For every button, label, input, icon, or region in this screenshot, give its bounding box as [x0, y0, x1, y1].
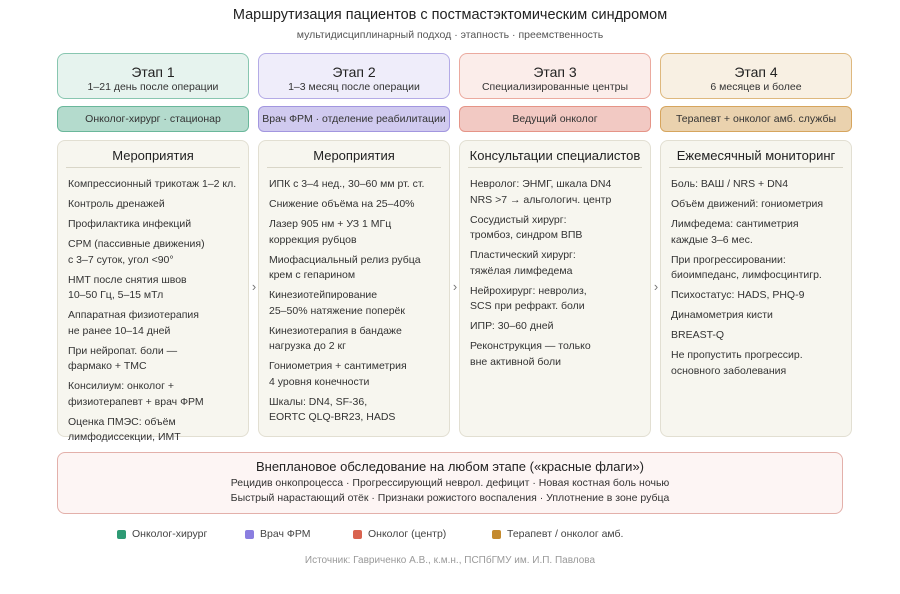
card-item — [68, 308, 240, 339]
stage-period: 6 месяцев и более — [710, 81, 802, 93]
card-item-line: Нейрохирург: невролиз, — [470, 284, 587, 297]
stage-header-1 — [57, 53, 249, 99]
card-item — [671, 253, 843, 284]
card-item — [671, 348, 843, 379]
flow-arrow-icon: › — [653, 279, 659, 294]
card-item-line: Сосудистый хирург: — [470, 213, 567, 226]
stage-period: 1–3 месяц после операции — [288, 81, 420, 93]
card-item — [269, 253, 441, 284]
legend-item — [117, 528, 207, 540]
card-item-list — [259, 168, 449, 426]
legend-label: Врач ФРМ — [260, 528, 311, 540]
card-item — [68, 177, 240, 193]
card-item-line: Психостатус: HADS, PHQ-9 — [671, 289, 805, 301]
legend-swatch — [245, 530, 254, 539]
card-item — [470, 339, 642, 370]
stage-name: Этап 3 — [533, 64, 577, 80]
card-item-line: лимфодиссекции, ИМТ — [68, 431, 181, 443]
stage-period: 1–21 день после операции — [87, 81, 219, 93]
flow-arrow-icon: › — [251, 279, 257, 294]
card-item-line: Миофасциальный релиз рубца — [269, 253, 421, 266]
card-item-line: При нейропат. боли — — [68, 344, 178, 357]
card-item-line: Кинезиотерапия в бандаже — [269, 324, 402, 337]
card-item-line: При прогрессировании: — [671, 253, 786, 266]
card-item-line: Динамометрия кисти — [671, 309, 773, 321]
legend-swatch — [117, 530, 126, 539]
card-item-line: CPM (пассивные движения) — [68, 238, 205, 250]
card-item — [269, 359, 441, 390]
card-item-list — [661, 168, 851, 379]
card-item-line: нагрузка до 2 кг — [269, 340, 346, 352]
card-item — [671, 308, 843, 324]
card-item-line: Консилиум: онколог + — [68, 380, 174, 392]
card-item-line: Снижение объёма на 25–40% — [269, 198, 415, 210]
card-item-line: Боль: ВАШ / NRS + DN4 — [671, 178, 789, 190]
card-item-line: ИПК с 3–4 нед., 30–60 мм рт. ст. — [269, 178, 425, 190]
card-item — [470, 213, 642, 244]
card-title: Ежемесячный мониторинг — [669, 141, 843, 168]
red-flags-box — [57, 452, 843, 514]
legend-item — [492, 528, 623, 540]
stage-period: Специализированные центры — [481, 81, 629, 93]
card-item — [470, 284, 642, 315]
card-item — [671, 328, 843, 344]
card-item-line: Шкалы: DN4, SF-36, — [269, 395, 368, 408]
card-item — [269, 177, 441, 193]
card-item-line: биоимпеданс, лимфосцинтигр. — [671, 269, 822, 281]
legend-swatch — [353, 530, 362, 539]
stage-header-4 — [660, 53, 852, 99]
card-item-line: NRS >7 → альгологич. центр — [470, 193, 612, 206]
stage-name: Этап 1 — [131, 64, 175, 80]
card-item-line: Пластический хирург: — [470, 249, 576, 261]
card-item-line: Оценка ПМЭС: объём — [68, 415, 176, 428]
card-item-line: с 3–7 суток, угол <90° — [68, 253, 174, 266]
card-item-line: фармако + ТМС — [68, 360, 147, 372]
card-item-line: НМТ после снятия швов — [68, 273, 187, 286]
card-item-line: каждые 3–6 мес. — [671, 233, 753, 246]
card-item-line: Не пропустить прогрессир. — [671, 349, 803, 361]
stage-header-3 — [459, 53, 651, 99]
card-item — [671, 177, 843, 193]
flow-arrow-icon: › — [452, 279, 458, 294]
legend-item — [353, 528, 446, 540]
card-item-line: SCS при рефракт. боли — [470, 300, 585, 312]
stage-role-1: Онколог-хирург · стационар — [57, 106, 249, 132]
card-item-line: Лазер 905 нм + УЗ 1 МГц — [269, 218, 392, 230]
card-item-line: Кинезиотейпирование — [269, 289, 378, 301]
card-item-list — [460, 168, 650, 370]
legend-swatch — [492, 530, 501, 539]
stage-card-2 — [258, 140, 450, 437]
card-item — [269, 324, 441, 355]
stage-role-3: Ведущий онколог — [459, 106, 651, 132]
card-item-line: основного заболевания — [671, 364, 787, 377]
stage-card-4 — [660, 140, 852, 437]
card-item-line: вне активной боли — [470, 355, 561, 368]
card-title: Мероприятия — [267, 141, 441, 168]
card-item — [68, 344, 240, 375]
card-item — [671, 288, 843, 304]
card-title: Консультации специалистов — [468, 141, 642, 168]
card-item-line: крем с гепарином — [269, 269, 356, 281]
legend-label: Терапевт / онколог амб. — [507, 528, 624, 540]
card-item-line: Гониометрия + сантиметрия — [269, 360, 407, 372]
card-item-line: 4 уровня конечности — [269, 375, 370, 388]
page-subtitle: мультидисциплинарный подход · этапность · преемственность — [296, 29, 604, 41]
card-item — [470, 319, 642, 335]
card-item-line: коррекция рубцов — [269, 233, 357, 246]
card-title: Мероприятия — [66, 141, 240, 168]
stage-name: Этап 2 — [332, 64, 376, 80]
card-item-line: Лимфедема: сантиметрия — [671, 218, 799, 230]
card-item-line: Аппаратная физиотерапия — [68, 309, 199, 321]
card-item — [269, 288, 441, 319]
card-item-line: Невролог: ЭНМГ, шкала DN4 — [470, 178, 612, 190]
card-item — [671, 197, 843, 213]
stage-header-2 — [258, 53, 450, 99]
card-item — [269, 395, 441, 426]
card-item-list — [58, 168, 248, 446]
card-item — [68, 217, 240, 233]
stage-card-3 — [459, 140, 651, 437]
card-item-line: тромбоз, синдром ВПВ — [470, 229, 583, 241]
card-item-line: Реконструкция — только — [470, 340, 591, 352]
red-flags-line-1: Рецидив онкопроцесса · Прогрессирующий неврол. дефицит · Новая костная боль ночью — [230, 477, 670, 489]
card-item — [269, 217, 441, 248]
card-item-line: 25–50% натяжение поперёк — [269, 304, 405, 317]
source-note: Источник: Гавриченко А.В., к.м.н., ПСПбГМУ им. И.П. Павлова — [304, 555, 596, 566]
card-item — [68, 379, 240, 410]
page-title: Маршрутизация пациентов с постмастэктомическим синдромом — [232, 7, 668, 23]
card-item — [470, 248, 642, 279]
card-item-line: Объём движений: гониометрия — [671, 198, 824, 210]
card-item-line: Профилактика инфекций — [68, 218, 192, 230]
legend-label: Онколог (центр) — [368, 528, 447, 540]
card-item-line: EORTC QLQ-BR23, HADS — [269, 411, 396, 423]
card-item — [68, 273, 240, 304]
stage-name: Этап 4 — [734, 64, 778, 80]
card-item-line: Контроль дренажей — [68, 198, 165, 210]
card-item-line: не ранее 10–14 дней — [68, 324, 171, 337]
legend-item — [245, 528, 310, 540]
card-item — [269, 197, 441, 213]
red-flags-line-2: Быстрый нарастающий отёк · Признаки рожистого воспаления · Уплотнение в зоне рубца — [230, 492, 670, 504]
legend-label: Онколог-хирург — [132, 528, 208, 540]
card-item-line: тяжёлая лимфедема — [470, 264, 573, 277]
card-item — [68, 237, 240, 268]
card-item — [671, 217, 843, 248]
stage-card-1 — [57, 140, 249, 443]
card-item — [470, 177, 642, 208]
card-item-line: ИПР: 30–60 дней — [470, 320, 554, 332]
stage-role-4: Терапевт + онколог амб. службы — [660, 106, 852, 132]
card-item-line: 10–50 Гц, 5–15 мТл — [68, 289, 164, 301]
card-item — [68, 197, 240, 213]
card-item — [68, 415, 240, 446]
red-flags-title: Внеплановое обследование на любом этапе («красные флаги») — [255, 459, 645, 474]
card-item-line: BREAST-Q — [671, 329, 725, 341]
card-item-line: Компрессионный трикотаж 1–2 кл. — [68, 178, 237, 190]
stage-role-2: Врач ФРМ · отделение реабилитации — [258, 106, 450, 132]
card-item-line: физиотерапевт + врач ФРМ — [68, 395, 204, 408]
